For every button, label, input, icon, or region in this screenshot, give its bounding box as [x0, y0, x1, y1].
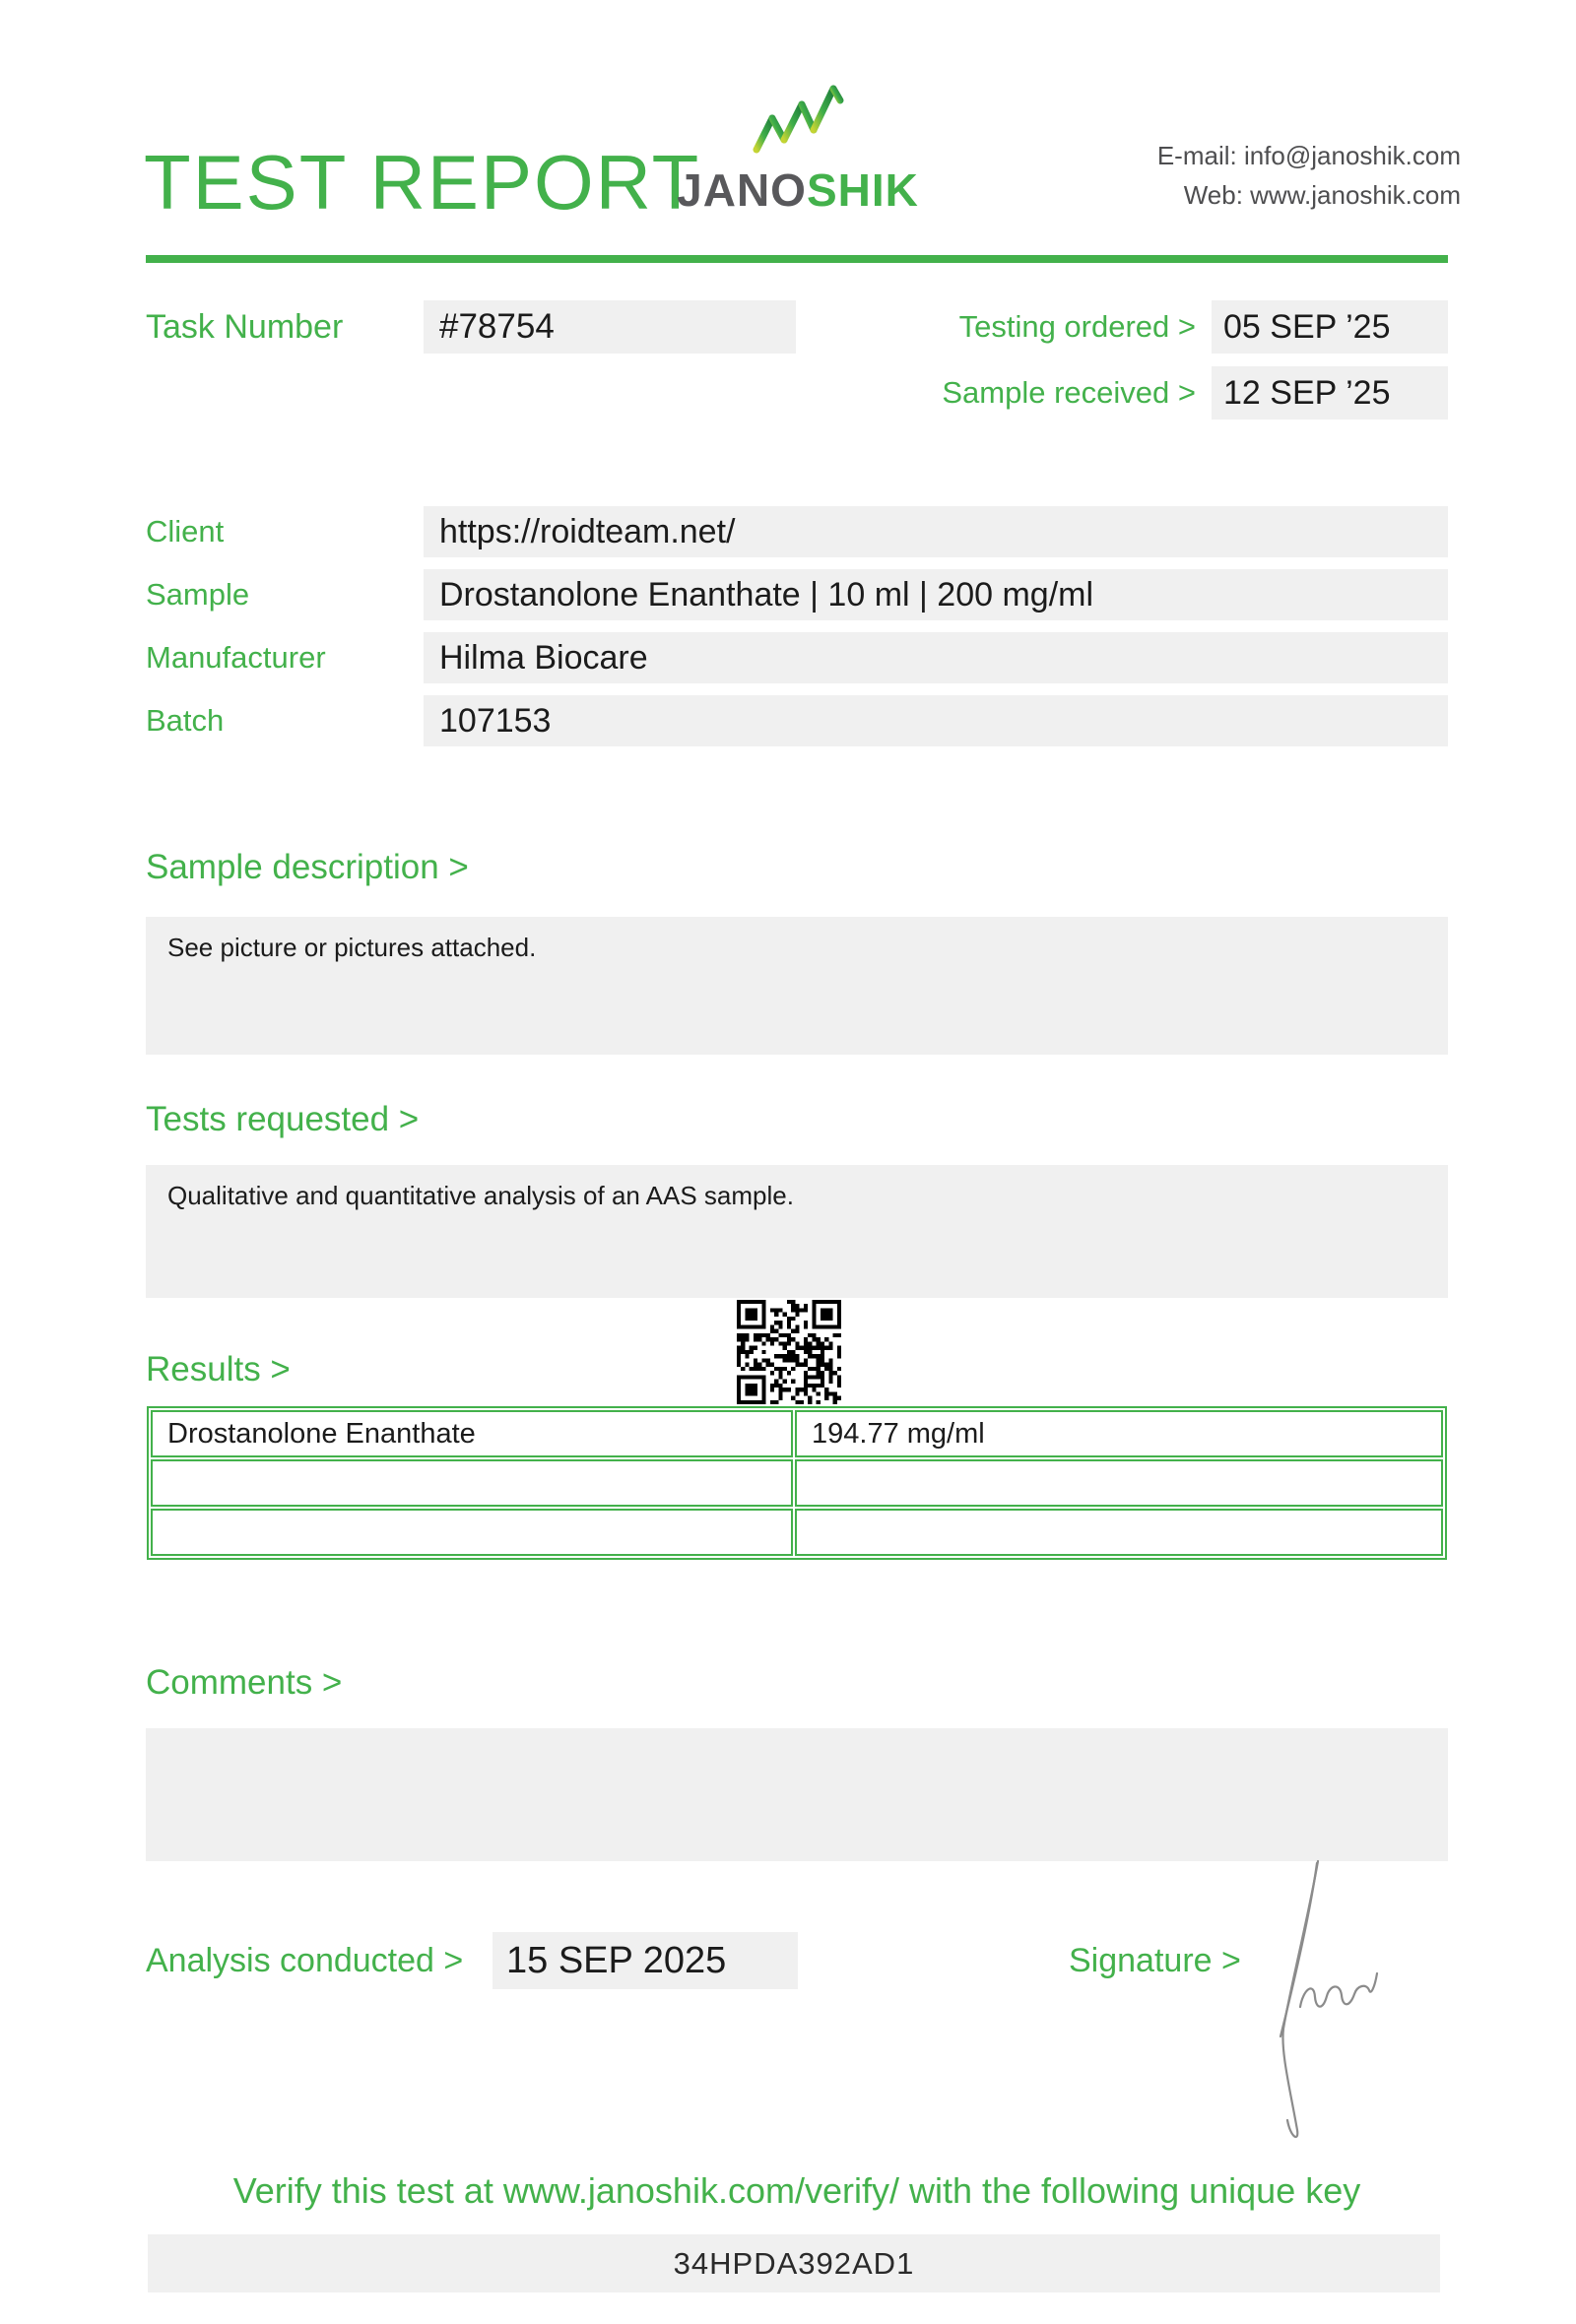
comments-title: Comments >	[146, 1663, 343, 1702]
sample-received-row	[886, 366, 1448, 420]
testing-ordered-value: 05 SEP ’25	[1212, 300, 1448, 354]
sample-received-label: Sample received >	[942, 375, 1196, 410]
verify-instruction: Verify this test at www.janoshik.com/verify/ with the following unique key	[232, 2170, 1361, 2211]
logo-word-jano: JANO	[677, 164, 807, 216]
verify-key: 34HPDA392AD1	[148, 2234, 1440, 2292]
results-row-3	[151, 1509, 1443, 1556]
result-value	[795, 1459, 1443, 1507]
results-table	[147, 1406, 1447, 1560]
page-title: TEST REPORT	[144, 139, 701, 226]
comments-box	[146, 1728, 1448, 1861]
batch-value: 107153	[424, 695, 1448, 746]
contact-block	[1157, 136, 1461, 215]
header-divider	[146, 255, 1448, 263]
manufacturer-value: Hilma Biocare	[424, 632, 1448, 683]
contact-email: E-mail: info@janoshik.com	[1156, 141, 1461, 170]
tests-requested-box: Qualitative and quantitative analysis of an AAS sample.	[146, 1165, 1448, 1298]
results-title: Results >	[146, 1350, 291, 1388]
signature-label: Signature >	[1069, 1942, 1241, 1979]
manufacturer-label: Manufacturer	[146, 640, 326, 675]
results-row-1	[151, 1410, 1443, 1457]
sample-info-block	[146, 506, 1448, 758]
batch-label: Batch	[146, 703, 225, 738]
sample-description-title: Sample description >	[146, 848, 469, 886]
sample-label: Sample	[146, 577, 250, 612]
result-analyte	[151, 1459, 793, 1507]
analysis-conducted-value: 15 SEP 2025	[492, 1932, 798, 1989]
growth-chart-icon	[749, 79, 847, 163]
batch-row	[146, 695, 1448, 746]
testing-ordered-label: Testing ordered >	[958, 309, 1196, 344]
task-number-value: #78754	[424, 300, 796, 354]
results-row-2	[151, 1459, 1443, 1507]
manufacturer-row	[146, 632, 1448, 683]
client-label: Client	[146, 514, 225, 549]
logo-word-shik: SHIK	[806, 164, 919, 216]
client-value: https://roidteam.net/	[424, 506, 1448, 557]
client-row	[146, 506, 1448, 557]
logo-wordmark	[676, 164, 920, 216]
analysis-conducted-label: Analysis conducted >	[146, 1942, 464, 1979]
janoshik-logo	[676, 79, 920, 216]
sample-received-value: 12 SEP ’25	[1212, 366, 1448, 420]
sample-value: Drostanolone Enanthate | 10 ml | 200 mg/ml	[424, 569, 1448, 620]
tests-requested-title: Tests requested >	[146, 1100, 420, 1138]
signature-image	[1271, 1859, 1399, 2155]
result-value: 194.77 mg/ml	[795, 1410, 1443, 1457]
testing-ordered-row	[886, 300, 1448, 354]
result-analyte: Drostanolone Enanthate	[151, 1410, 793, 1457]
contact-web: Web: www.janoshik.com	[1183, 180, 1461, 210]
result-value	[795, 1509, 1443, 1556]
dates-block	[886, 300, 1448, 432]
sample-description-box: See picture or pictures attached.	[146, 917, 1448, 1055]
task-number-label: Task Number	[146, 308, 344, 346]
result-analyte	[151, 1509, 793, 1556]
qr-code	[737, 1300, 841, 1404]
sample-row	[146, 569, 1448, 620]
